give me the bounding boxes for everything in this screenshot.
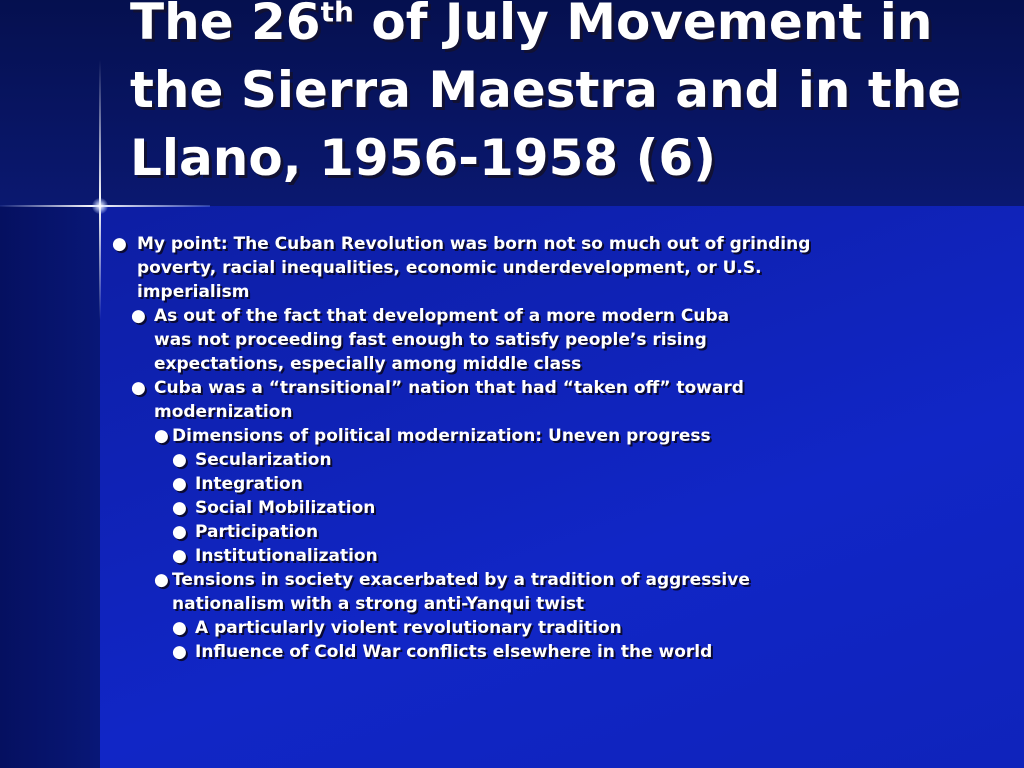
star-flare-icon: [92, 198, 108, 214]
bullet-dot-icon: ●: [172, 546, 187, 566]
bullet-dot-icon: ●: [172, 474, 187, 494]
star-flare-vertical: [99, 60, 101, 320]
bullet-dot-icon: ●: [131, 306, 146, 326]
bullet-dot-icon: ●: [172, 498, 187, 518]
bullet-item: As out of the fact that development of a more modern Cuba was not proceeding fast enough to satisfy people’s rising expectations, especially among middle class: [154, 306, 730, 374]
left-band: [0, 206, 100, 768]
bullet-item: Institutionalization: [195, 546, 378, 566]
bullet-item: Dimensions of political modernization: Uneven progress: [172, 426, 711, 446]
bullet-item: A particularly violent revolutionary tradition: [195, 618, 622, 638]
slide-title: [130, 0, 1010, 192]
bullet-dot-icon: ●: [112, 234, 127, 254]
bullet-dot-icon: ●: [131, 378, 146, 398]
bullet-item: My point: The Cuban Revolution was born not so much out of grinding poverty, racial inequalities, economic underdevelopment, or U.S. imperialism: [137, 234, 811, 302]
bullet-item: Tensions in society exacerbated by a tradition of aggressive nationalism with a strong anti-Yanqui twist: [172, 570, 750, 614]
bullet-item: Social Mobilization: [195, 498, 376, 518]
bullet-dot-icon: ●: [172, 522, 187, 542]
title-part-2: of July Movement in the Sierra Maestra and in the Llano, 1956-1958 (6): [130, 0, 962, 187]
bullet-item: Participation: [195, 522, 319, 542]
title-part-1: The 26: [130, 0, 321, 51]
bullet-item: Cuba was a “transitional” nation that had “taken off” toward modernization: [154, 378, 744, 422]
bullet-item: Influence of Cold War conflicts elsewhere in the world: [195, 642, 713, 662]
bullet-dot-icon: ●: [172, 642, 187, 662]
title-superscript: th: [320, 0, 354, 29]
bullet-item: Secularization: [195, 450, 332, 470]
bullet-item: Integration: [195, 474, 303, 494]
bullet-dot-icon: ●: [172, 618, 187, 638]
bullet-dot-icon: ●: [172, 450, 187, 470]
bullet-dot-icon: ●: [154, 570, 169, 590]
bullet-dot-icon: ●: [154, 426, 169, 446]
